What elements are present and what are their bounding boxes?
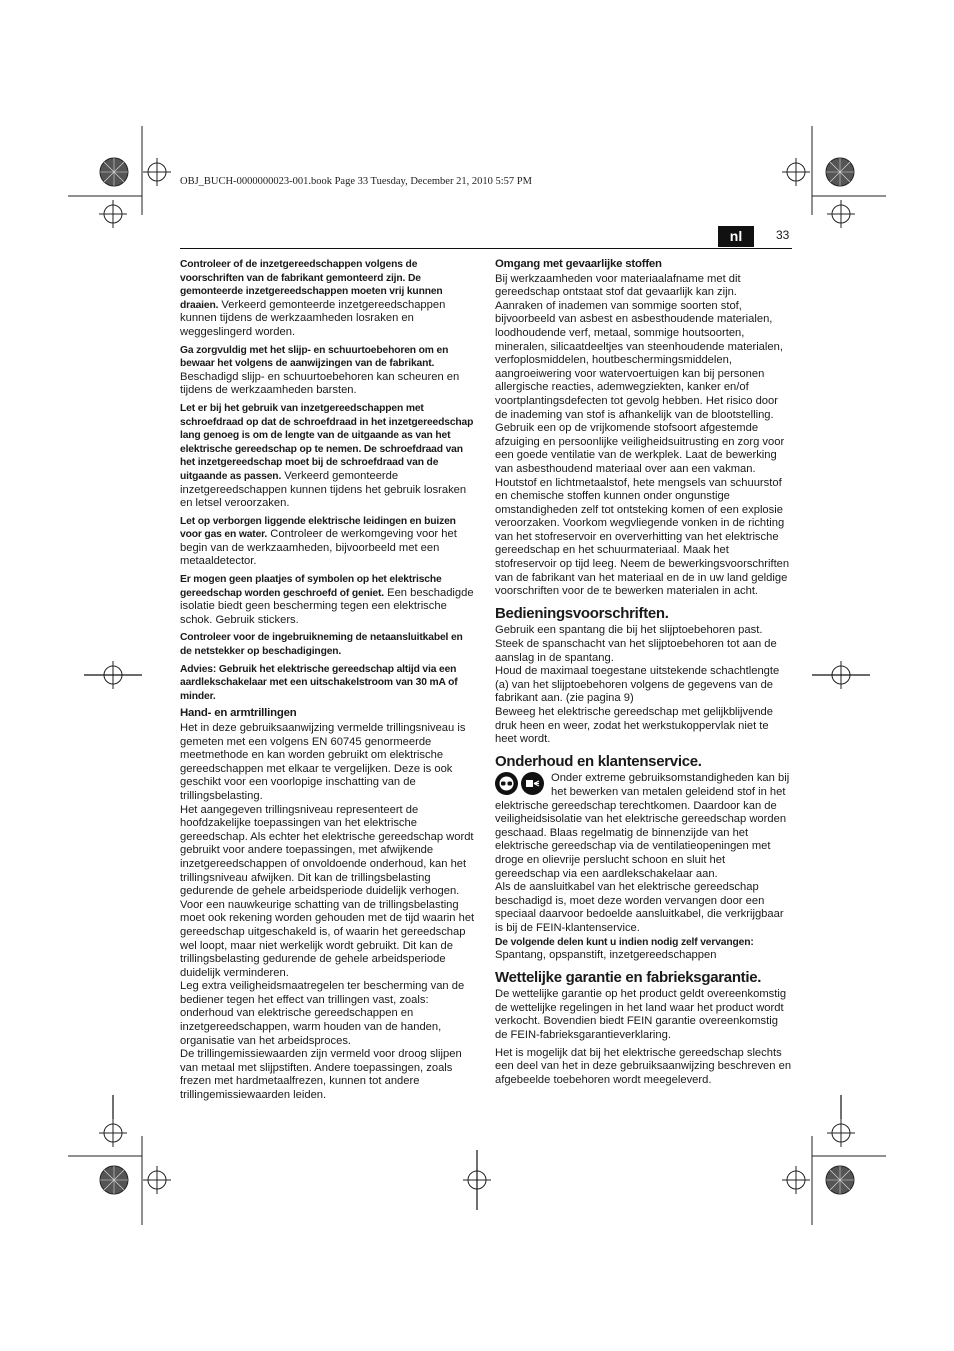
warning-text: Beschadigd slijp- en schuurtoebehoren kan scheuren en tijdens de werkzaamheden barsten. xyxy=(180,370,460,397)
section-heading-hazardous: Omgang met gevaarlijke stoffen xyxy=(495,258,662,270)
paragraph xyxy=(180,258,476,340)
paragraph: Steek de spanschacht van het slijptoebehoren tot aan de aanslag in de spantang. xyxy=(495,638,777,664)
paragraph xyxy=(180,402,476,511)
paragraph: Aanraken of inademen van sommige soorten stof, bijvoorbeeld van asbest en asbesthoudende materialen, loodhoudende verf, metaal, sommige houtsoorten, mineralen, silicaatdeeltjes van steenhoudende materialen, verfoplosmiddelen, houtbeschermingsmiddelen, aangroeiwering voor watervoertuigen kan bij personen allergische reacties, ademwegziekten, kanker en/of voortplantingsdefecten tot gevolg hebben. Het risico door de inademing van stof is afhankelijk van de blootstelling. Gebruik een op de vrijkomende stofsoort afgestemde afzuiging en persoonlijke veiligheidsuitrusting en zorg voor een goede ventilatie van de werkplek. Laat de bewerking van asbesthoudend materiaal over aan een vakman. xyxy=(495,299,785,475)
paragraph xyxy=(180,573,476,627)
page-number: 33 xyxy=(776,228,790,242)
paragraph xyxy=(180,344,476,398)
paragraph: Bij werkzaamheden voor materiaalafname met dit gereedschap ontstaat stof dat gevaarlijk kan zijn. xyxy=(495,272,741,299)
paragraph: Gebruik een spantang die bij het slijptoebehoren past. xyxy=(495,624,763,637)
left-column xyxy=(180,258,476,1103)
paragraph: De wettelijke garantie op het product geldt overeenkomstig de wettelijke regelingen in het land waar het product wordt verkocht. Bovendien biedt FEIN garantie overeenkomstig de FEIN-fabrieksgarantieverklaring. xyxy=(495,988,787,1042)
paragraph xyxy=(180,663,476,704)
bold-note: De volgende delen kunt u indien nodig zelf vervangen: xyxy=(495,936,754,948)
paragraph: Houtstof en lichtmetaalstof, hete mengsels van schuurstof en chemische stoffen kunnen onder ongunstige omstandigheden zelf tot ontsteking komen of een explosie veroorzaken. Voorkom wegvliegende vonken in de richting van het stofreservoir en oververhitting van het elektrische gereedschap en het schuurmateriaal. Maak het stofreservoir op tijd leeg. Neem de bewerkingsvoorschriften van de fabrikant van het materiaal en de in uw land geldige voorschriften voor de te bewerken materialen in acht. xyxy=(495,476,790,598)
safety-icons xyxy=(495,772,549,796)
language-badge: nl xyxy=(718,226,754,247)
paragraph: Het aangegeven trillingsniveau representeert de hoofdzakelijke toepassingen van het elektrische gereedschap. Als echter het elektrische gereedschap wordt gebruikt voor andere toepassingen, met afwijkende inzetgereedschappen of onvoldoende onderhoud, kan het trillingsniveau afwijken. Dit kan de trillingsbelasting gedurende de gehele arbeidsperiode duidelijk verhogen. xyxy=(180,803,474,898)
warning-text: Verkeerd gemonteerde inzetgereedschappen kunnen tijdens de werkzaamheden losraken en weggeslingerd worden. xyxy=(180,298,446,338)
eye-protection-icon xyxy=(495,772,518,795)
paragraph: Het is mogelijk dat bij het elektrische gereedschap slechts een deel van het in deze gebruiksaanwijzing beschreven en afgebeelde toebehoren wordt meegeleverd. xyxy=(495,1046,792,1086)
warning-bold: Let op verborgen liggende elektrische leidingen en buizen voor gas en water. xyxy=(180,515,456,541)
paragraph: Het in deze gebruiksaanwijzing vermelde trillingsniveau is gemeten met een volgens EN 60745 genormeerde meetmethode en kan worden gebruikt om elektrische gereedschappen met elkaar te vergelijken. Deze is ook geschikt voor een voorlopige inschatting van de trillingsbelasting. xyxy=(180,722,466,802)
paragraph: Beweeg het elektrische gereedschap met gelijkblijvende druk heen en weer, zodat het werkstukoppervlak niet te heet wordt. xyxy=(495,706,773,746)
file-header: OBJ_BUCH-0000000023-001.book Page 33 Tuesday, December 21, 2010 5:57 PM xyxy=(180,176,532,187)
right-column xyxy=(495,258,792,1087)
paragraph: Spantang, opspanstift, inzetgereedschappen xyxy=(495,949,717,962)
paragraph: De trillingemissiewaarden zijn vermeld voor droog slijpen van metaal met slijpstiften. Andere toepassingen, zoals frezen met hardmetaalfrezen, kunnen tot andere trillingemissiewaarden leiden. xyxy=(180,1048,462,1102)
paragraph: Onder extreme gebruiksomstandigheden kan bij het bewerken van metalen geleidend stof in het elektrische gereedschap terechtkomen. Daardoor kan de veiligheidsisolatie van het elektrische gereedschap worden geschaad. Blaas regelmatig de binnenzijde van het elektrische gereedschap via de ventilatieopeningen met droge en olievrije perslucht schoon en sluit het gereedschap via een aardlekschakelaar aan. xyxy=(495,772,790,880)
paragraph: Voor een nauwkeurige schatting van de trillingsbelasting moet ook rekening worden gehouden met de tijd waarin het gereedschap uitgeschakeld is, of waarin het gereedschap wel loopt, maar niet werkelijk wordt gebruikt. Dit kan de trillingsbelasting gedurende de gehele arbeidsperiode duidelijk verminderen. xyxy=(180,898,475,979)
paragraph xyxy=(495,936,792,950)
warning-bold: Controleer of de inzetgereedschappen volgens de voorschriften van de fabrikant gemonteerd zijn. De gemonteerde inzetgereedschappen moeten vrij kunnen draaien. xyxy=(180,259,443,311)
header-rule xyxy=(180,248,792,249)
warning-bold: Advies: Gebruik het elektrische gereedschap altijd via een aardlekschakelaar met een uitschakelstroom van 30 mA of minder. xyxy=(180,663,458,702)
section-heading-warranty: Wettelijke garantie en fabrieksgarantie. xyxy=(495,968,762,986)
warning-bold: Ga zorgvuldig met het slijp- en schuurtoebehoren om en bewaar het volgens de aanwijzingen van de fabrikant. xyxy=(180,344,449,370)
paragraph xyxy=(180,631,476,658)
paragraph: Houd de maximaal toegestane uitstekende schachtlengte (a) van het slijptoebehoren volgens de gegevens van de fabrikant aan. (zie pagina 9) xyxy=(495,665,780,705)
warning-bold: Er mogen geen plaatjes of symbolen op het elektrische gereedschap worden geschroefd of geniet. xyxy=(180,574,442,599)
warning-text: Controleer de werkomgeving voor het begin van de werkzaamheden, bijvoorbeeld met een metaaldetector. xyxy=(180,528,457,568)
blow-out-ventilation-icon xyxy=(521,772,544,795)
paragraph: Als de aansluitkabel van het elektrische gereedschap beschadigd is, moet deze worden vervangen door een speciaal daarvoor bedoelde aansluitkabel, die verkrijgbaar is bij de FEIN-klantenservice. xyxy=(495,881,784,934)
warning-bold: Controleer voor de ingebruikneming de netaansluitkabel en de netstekker op beschadigingen. xyxy=(180,632,463,658)
section-heading-operating: Bedieningsvoorschriften. xyxy=(495,604,669,622)
section-heading-vibration: Hand- en armtrillingen xyxy=(180,707,297,720)
warning-bold: Let er bij het gebruik van inzetgereedschappen met schroefdraad op dat de schroefdraad in het inzetgereedschap lang genoeg is om de lengte van de uitgaande as van het elektrische gereedschap op te nemen. De schroefdraad van het inzetgereedschap moet bij de schroefdraad van de uitgaande as passen. xyxy=(180,402,474,482)
paragraph: Leg extra veiligheidsmaatregelen ter bescherming van de bediener tegen het effect van trillingen vast, zoals: onderhoud van elektrische gereedschappen en inzetgereedschappen, warm houden van de handen, organisatie van het arbeidsproces. xyxy=(180,980,465,1047)
warning-text: Verkeerd gemonteerde inzetgereedschappen kunnen tijdens het gebruik losraken en letsel veroorzaken. xyxy=(180,469,467,510)
section-heading-maintenance: Onderhoud en klantenservice. xyxy=(495,752,702,770)
paragraph xyxy=(180,515,476,569)
warning-text: Een beschadigde isolatie biedt geen bescherming tegen een elektrische schok. Gebruik stickers. xyxy=(180,586,474,626)
